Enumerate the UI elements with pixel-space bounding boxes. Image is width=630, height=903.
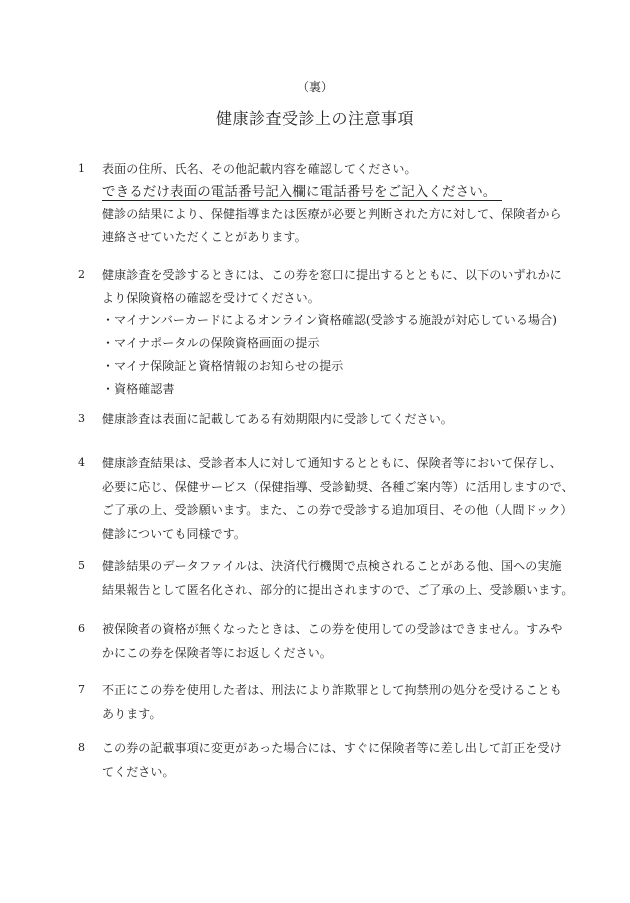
notice-text-line: 健診についても同様です。 (102, 526, 247, 541)
notice-text-line: 被保険者の資格が無くなったときは、この券を使用しての受診はできません。すみや (102, 622, 563, 636)
notice-text-line: 表面の住所、氏名、その他記載内容を確認してください。 (102, 162, 417, 176)
notice-text-line: 健康診査結果は、受診者本人に対して通知するとともに、保険者等において保存し、 (102, 456, 562, 470)
page-side-label: （裏） (296, 80, 333, 94)
notice-number: 1 (78, 162, 85, 175)
notice-text-line: あります。 (102, 706, 162, 721)
notice-text-line: 健康診査は表面に記載してある有効期限内に受診してください。 (102, 412, 453, 426)
notice-number: 3 (78, 412, 85, 425)
notice-text-line: かにこの券を保険者等にお返しください。 (102, 645, 332, 660)
notice-number: 2 (78, 268, 85, 281)
notice-text-line: 健康診査を受診するときには、この券を窓口に提出するとともに、以下のいずれかに (102, 268, 562, 282)
notice-text-line: 結果報告として匿名化され、部分的に提出されますので、ご了承の上、受診願います。 (102, 582, 574, 597)
notice-text-line: ・マイナンバーカードによるオンライン資格確認(受診する施設が対応している場合) (102, 313, 557, 327)
notice-text-line: 健診の結果により、保健指導または医療が必要と判断された方に対して、保険者から (102, 207, 562, 221)
notice-text-line: 不正にこの券を使用した者は、刑法により詐欺罪として拘禁刑の処分を受けることも (102, 683, 562, 697)
notice-number: 5 (78, 559, 85, 572)
notice-text-line: より保険資格の確認を受けてください。 (102, 291, 320, 305)
notice-text-line: 必要に応じ、保健サービス（保健指導、受診勧奨、各種ご案内等）に活用しますので、 (102, 479, 574, 494)
notice-text-line: 連絡させていただくことがあります。 (102, 230, 307, 244)
notice-text-line: ・資格確認書 (102, 382, 175, 396)
notice-number: 6 (78, 622, 85, 635)
notice-emphasis-line: できるだけ表面の電話番号記入欄に電話番号をご記入ください。 (102, 180, 502, 201)
notice-number: 4 (78, 456, 85, 469)
notice-number: 8 (78, 741, 85, 754)
notice-text-line: ・マイナポータルの保険資格画面の提示 (102, 336, 320, 350)
notice-text-line: この券の記載事項に変更があった場合には、すぐに保険者等に差し出して訂正を受け (102, 741, 562, 755)
notice-text-line: 健診結果のデータファイルは、決済代行機関で点検されることがある他、国への実施 (102, 559, 562, 573)
notice-text-line: てください。 (102, 764, 175, 779)
notice-text-line: ・マイナ保険証と資格情報のお知らせの提示 (102, 359, 344, 373)
notice-number: 7 (78, 683, 85, 696)
page-title: 健康診査受診上の注意事項 (215, 109, 414, 128)
notice-text-line: ご了承の上、受診願います。また、この券で受診する追加項目、その他（人間ドック） (102, 503, 573, 517)
